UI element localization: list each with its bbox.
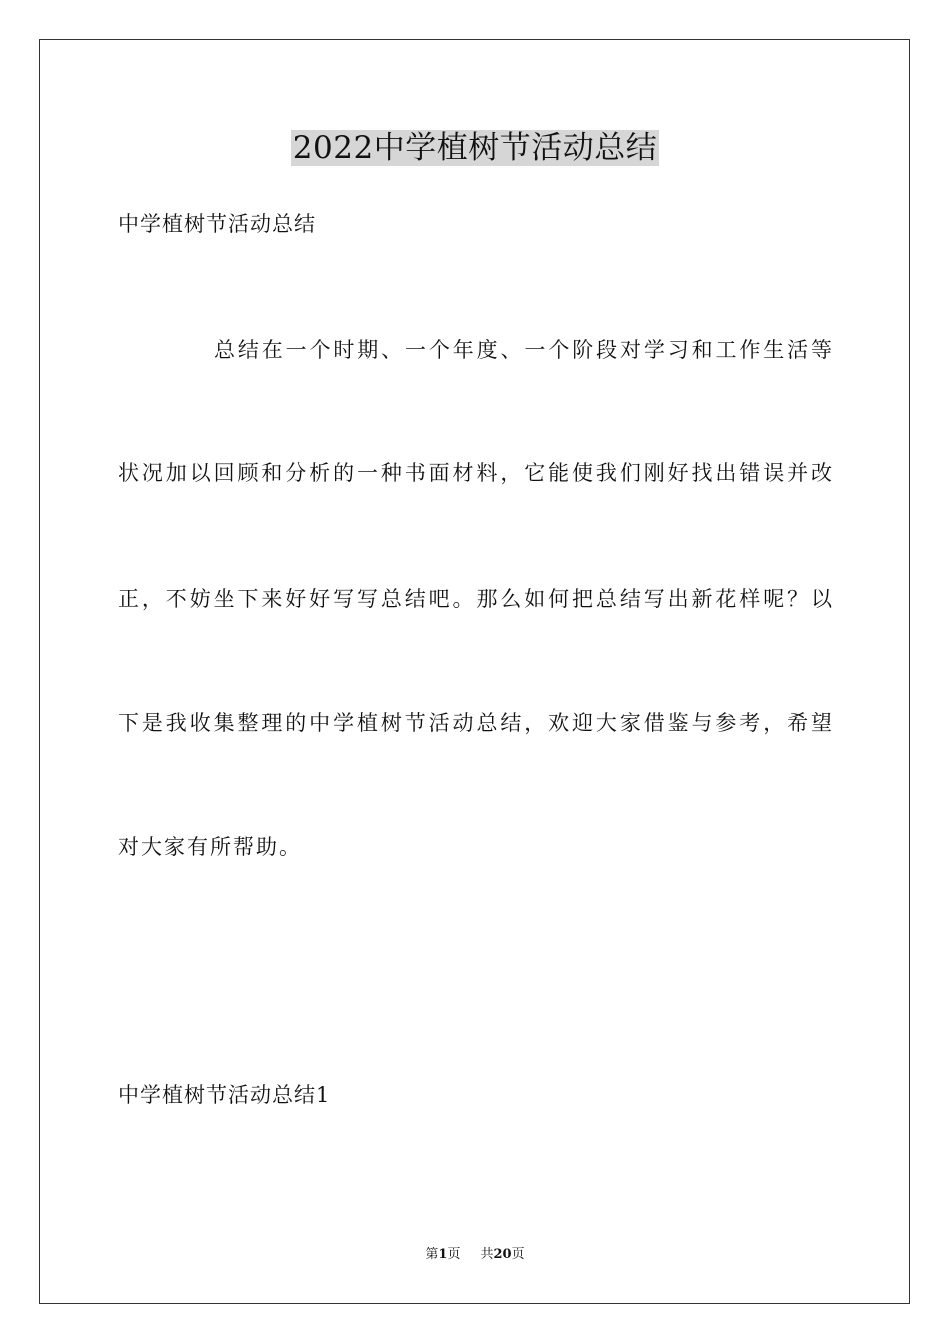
footer-total-prefix: 共 [480,1247,494,1262]
footer-total-suffix: 页 [511,1247,525,1262]
footer-page-suffix: 页 [447,1247,461,1262]
document-title [0,126,950,170]
footer-page-number: 1 [438,1247,448,1262]
section-heading: 中学植树节活动总结1 [118,1083,331,1107]
footer-total-pages: 20 [493,1247,512,1262]
document-title-text: 2022中学植树节活动总结 [292,130,658,166]
page-footer [0,1246,950,1264]
document-subtitle: 中学植树节活动总结 [118,212,316,236]
intro-line-1: 总结在一个时期、一个年度、一个阶段对学习和工作生活等 [214,338,832,362]
intro-line-5: 对大家有所帮助。 [118,835,302,859]
footer-page-prefix: 第 [425,1247,439,1262]
intro-line-3: 正，不妨坐下来好好写写总结吧。那么如何把总结写出新花样呢？以 [118,587,832,611]
intro-line-2: 状况加以回顾和分析的一种书面材料，它能使我们刚好找出错误并改 [118,461,832,485]
intro-line-4: 下是我收集整理的中学植树节活动总结，欢迎大家借鉴与参考，希望 [118,711,832,735]
